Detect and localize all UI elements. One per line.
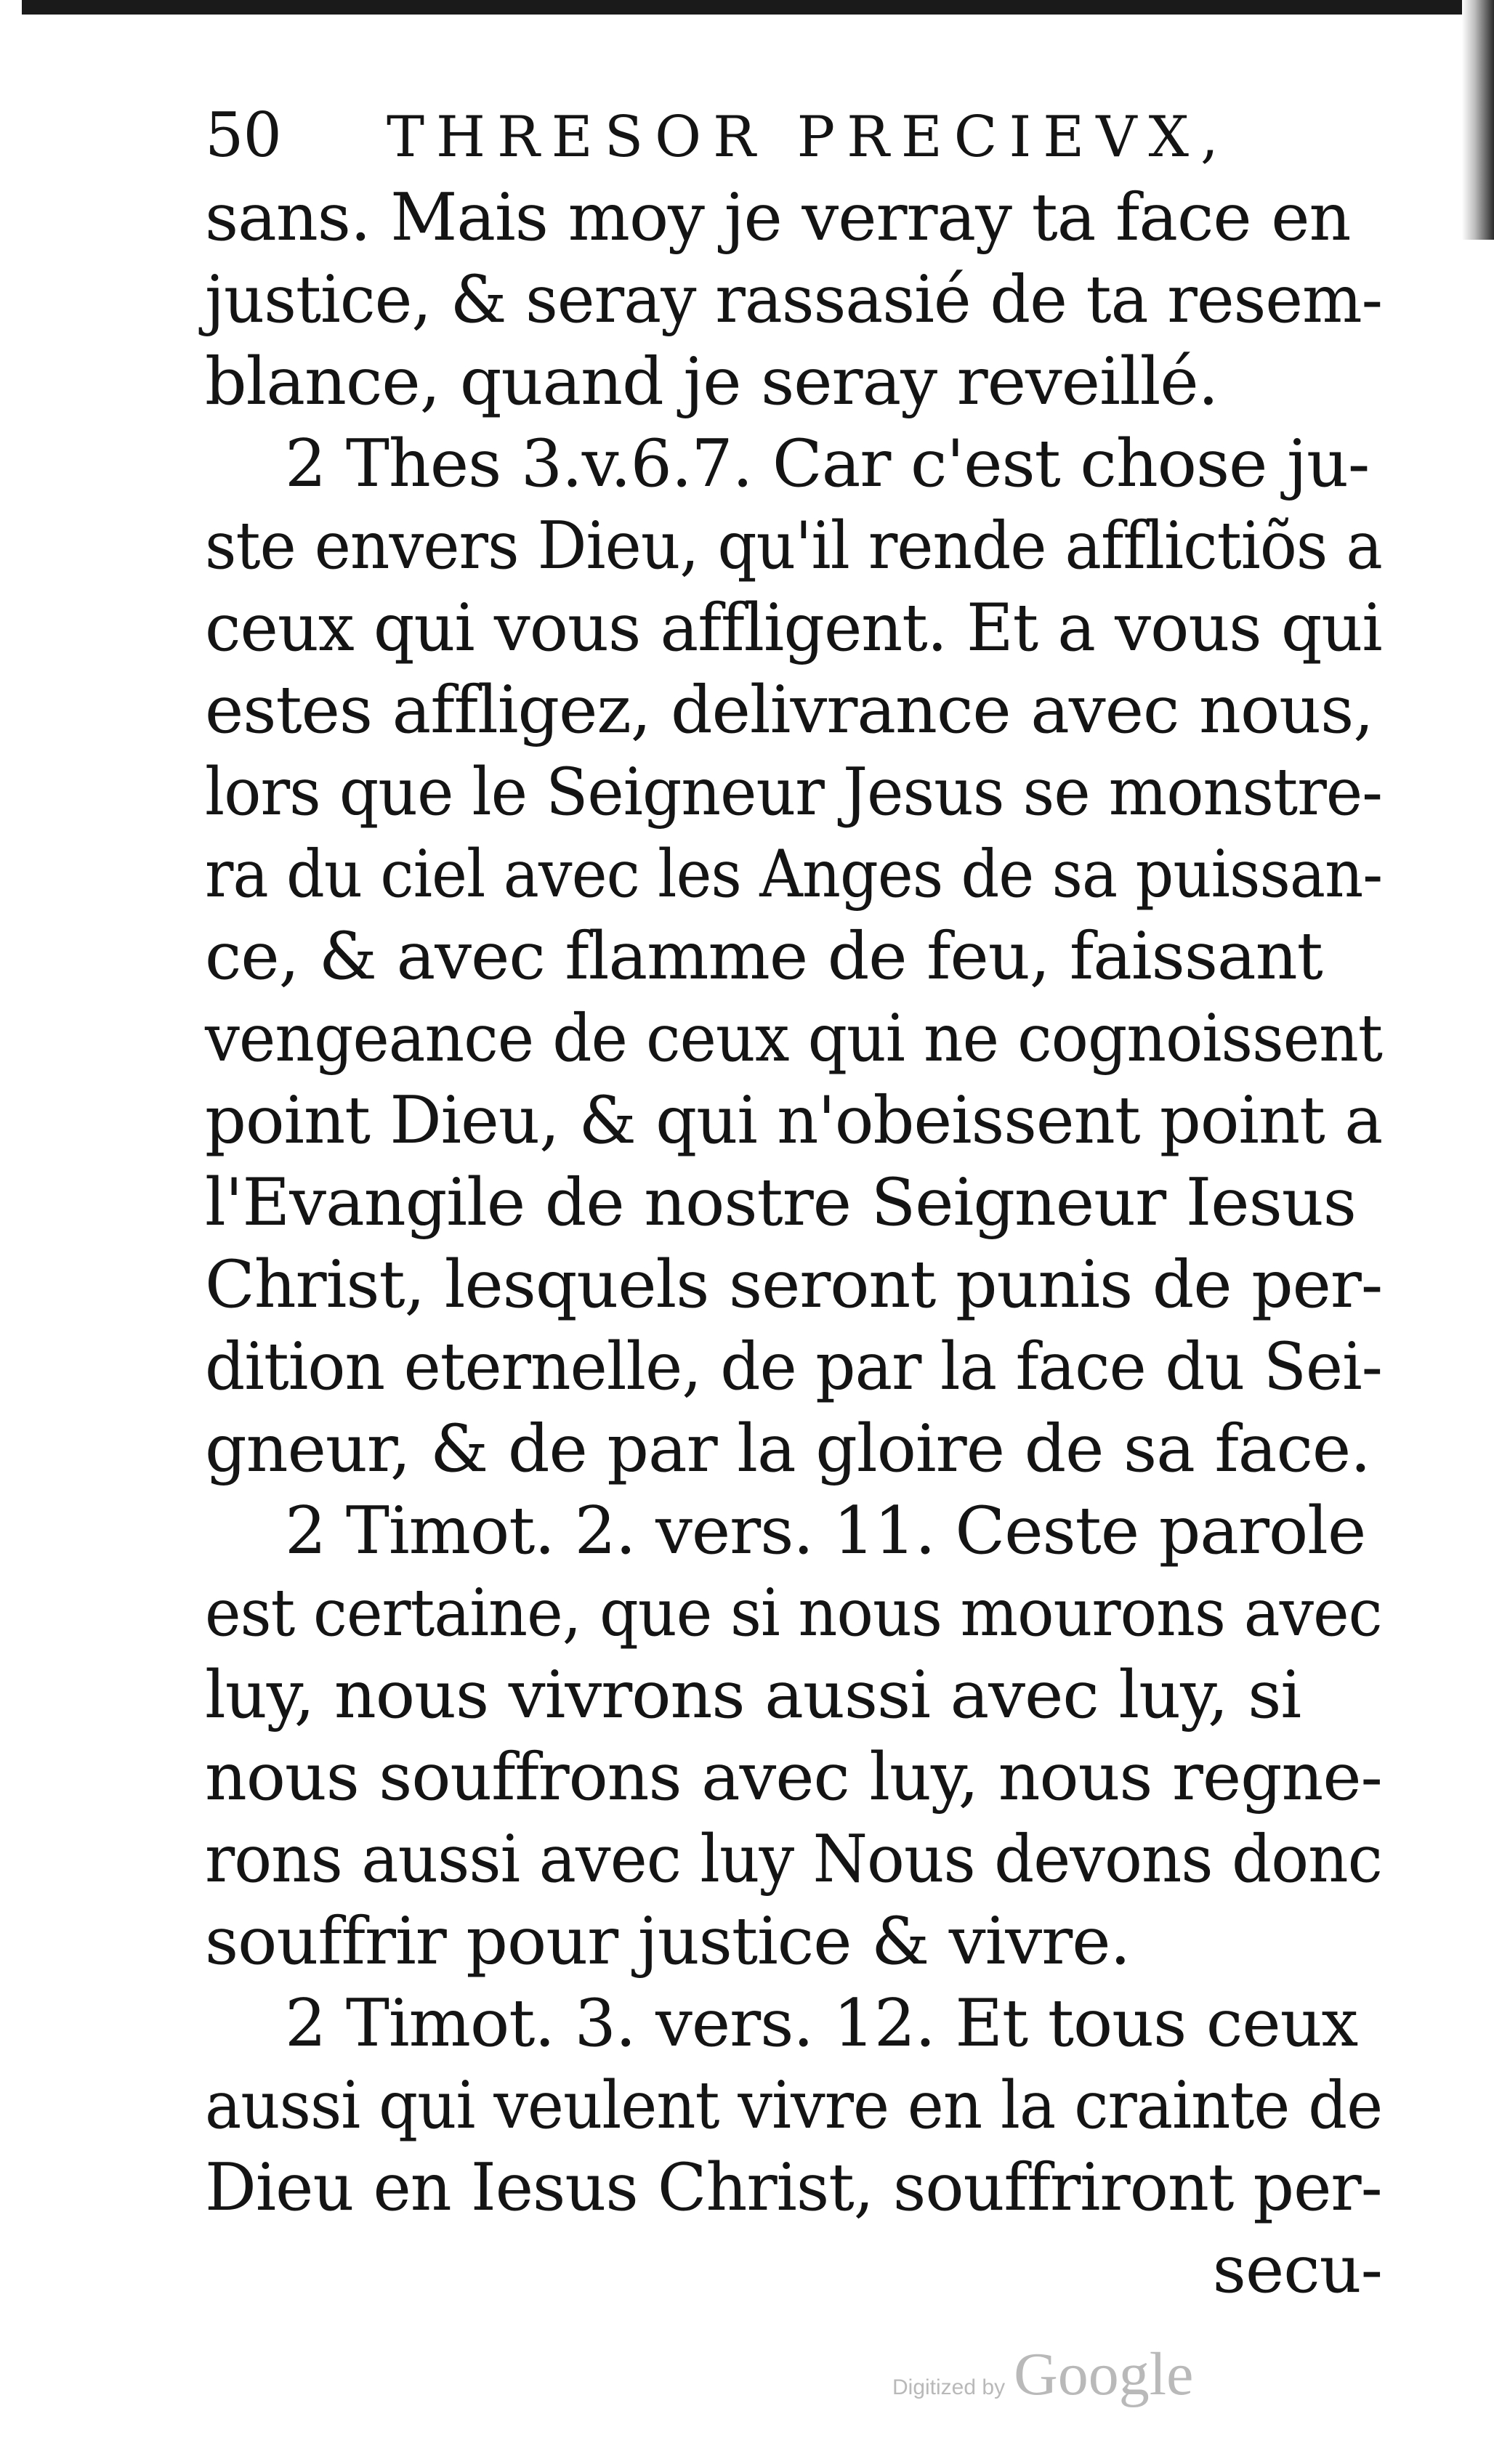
google-logo: Google <box>1014 2341 1194 2408</box>
passage-2-timothy-2 <box>205 1490 1382 1982</box>
page-number: 50 <box>205 100 281 171</box>
watermark-prefix: Digitized by <box>892 2375 1006 2399</box>
passage-continuation <box>205 177 1382 423</box>
text-line: luy, nous vivrons aussi avec luy, si <box>205 1657 1301 1733</box>
running-head: THRESOR PRECIEVX, <box>387 105 1230 170</box>
text-line: nous souffrons avec luy, nous regne- <box>205 1739 1382 1815</box>
text-line: justice, & seray rassasié de ta resem- <box>205 262 1383 338</box>
text-line: blance, quand je seray reveillé. <box>205 344 1219 420</box>
text-line: sans. Mais moy je verray ta face en <box>205 179 1351 256</box>
text-line: 2 Timot. 3. vers. 12. Et tous ceux <box>285 1985 1358 2062</box>
text-line: rons aussi avec luy Nous devons donc <box>205 1821 1382 1897</box>
text-line: lors que le Seigneur Jesus se monstre- <box>205 754 1382 830</box>
text-line: ra du ciel avec les Anges de sa puissan- <box>205 836 1383 912</box>
text-line: est certaine, que si nous mourons avec <box>205 1575 1382 1651</box>
text-line: estes affligez, delivrance avec nous, <box>205 672 1373 748</box>
text-line: gneur, & de par la gloire de sa face. <box>205 1411 1370 1487</box>
text-line: 2 Thes 3.v.6.7. Car c'est chose ju- <box>285 426 1370 502</box>
text-line: vengeance de ceux qui ne cognoissent <box>205 1000 1383 1077</box>
page-header <box>205 94 1382 177</box>
text-line: Dieu en Iesus Christ, souffriront per- <box>205 2149 1382 2226</box>
digitized-watermark <box>892 2339 1193 2410</box>
text-line: 2 Timot. 2. vers. 11. Ceste parole <box>285 1493 1366 1569</box>
text-line: ce, & avec flamme de feu, faissant <box>205 918 1323 994</box>
text-line: point Dieu, & qui n'obeissent point a <box>205 1082 1383 1159</box>
top-page-rule <box>22 0 1494 15</box>
passage-2-timothy-3 <box>205 1982 1382 2229</box>
text-line: souffrir pour justice & vivre. <box>205 1903 1131 1979</box>
catchword: secu- <box>1212 2232 1382 2308</box>
text-line: dition eternelle, de par la face du Sei- <box>205 1329 1383 1405</box>
text-line: l'Evangile de nostre Seigneur Iesus <box>205 1164 1356 1241</box>
page-edge-shadow <box>1462 0 1494 240</box>
text-line: Christ, lesquels seront punis de per- <box>205 1247 1383 1323</box>
text-line: ste envers Dieu, qu'il rende afflictiõs a <box>205 508 1382 584</box>
text-line: aussi qui veulent vivre en la crainte de <box>205 2067 1383 2144</box>
passage-2-thessalonians <box>205 423 1382 1490</box>
book-page <box>205 94 1382 2311</box>
text-line: ceux qui vous affligent. Et a vous qui <box>205 590 1382 666</box>
